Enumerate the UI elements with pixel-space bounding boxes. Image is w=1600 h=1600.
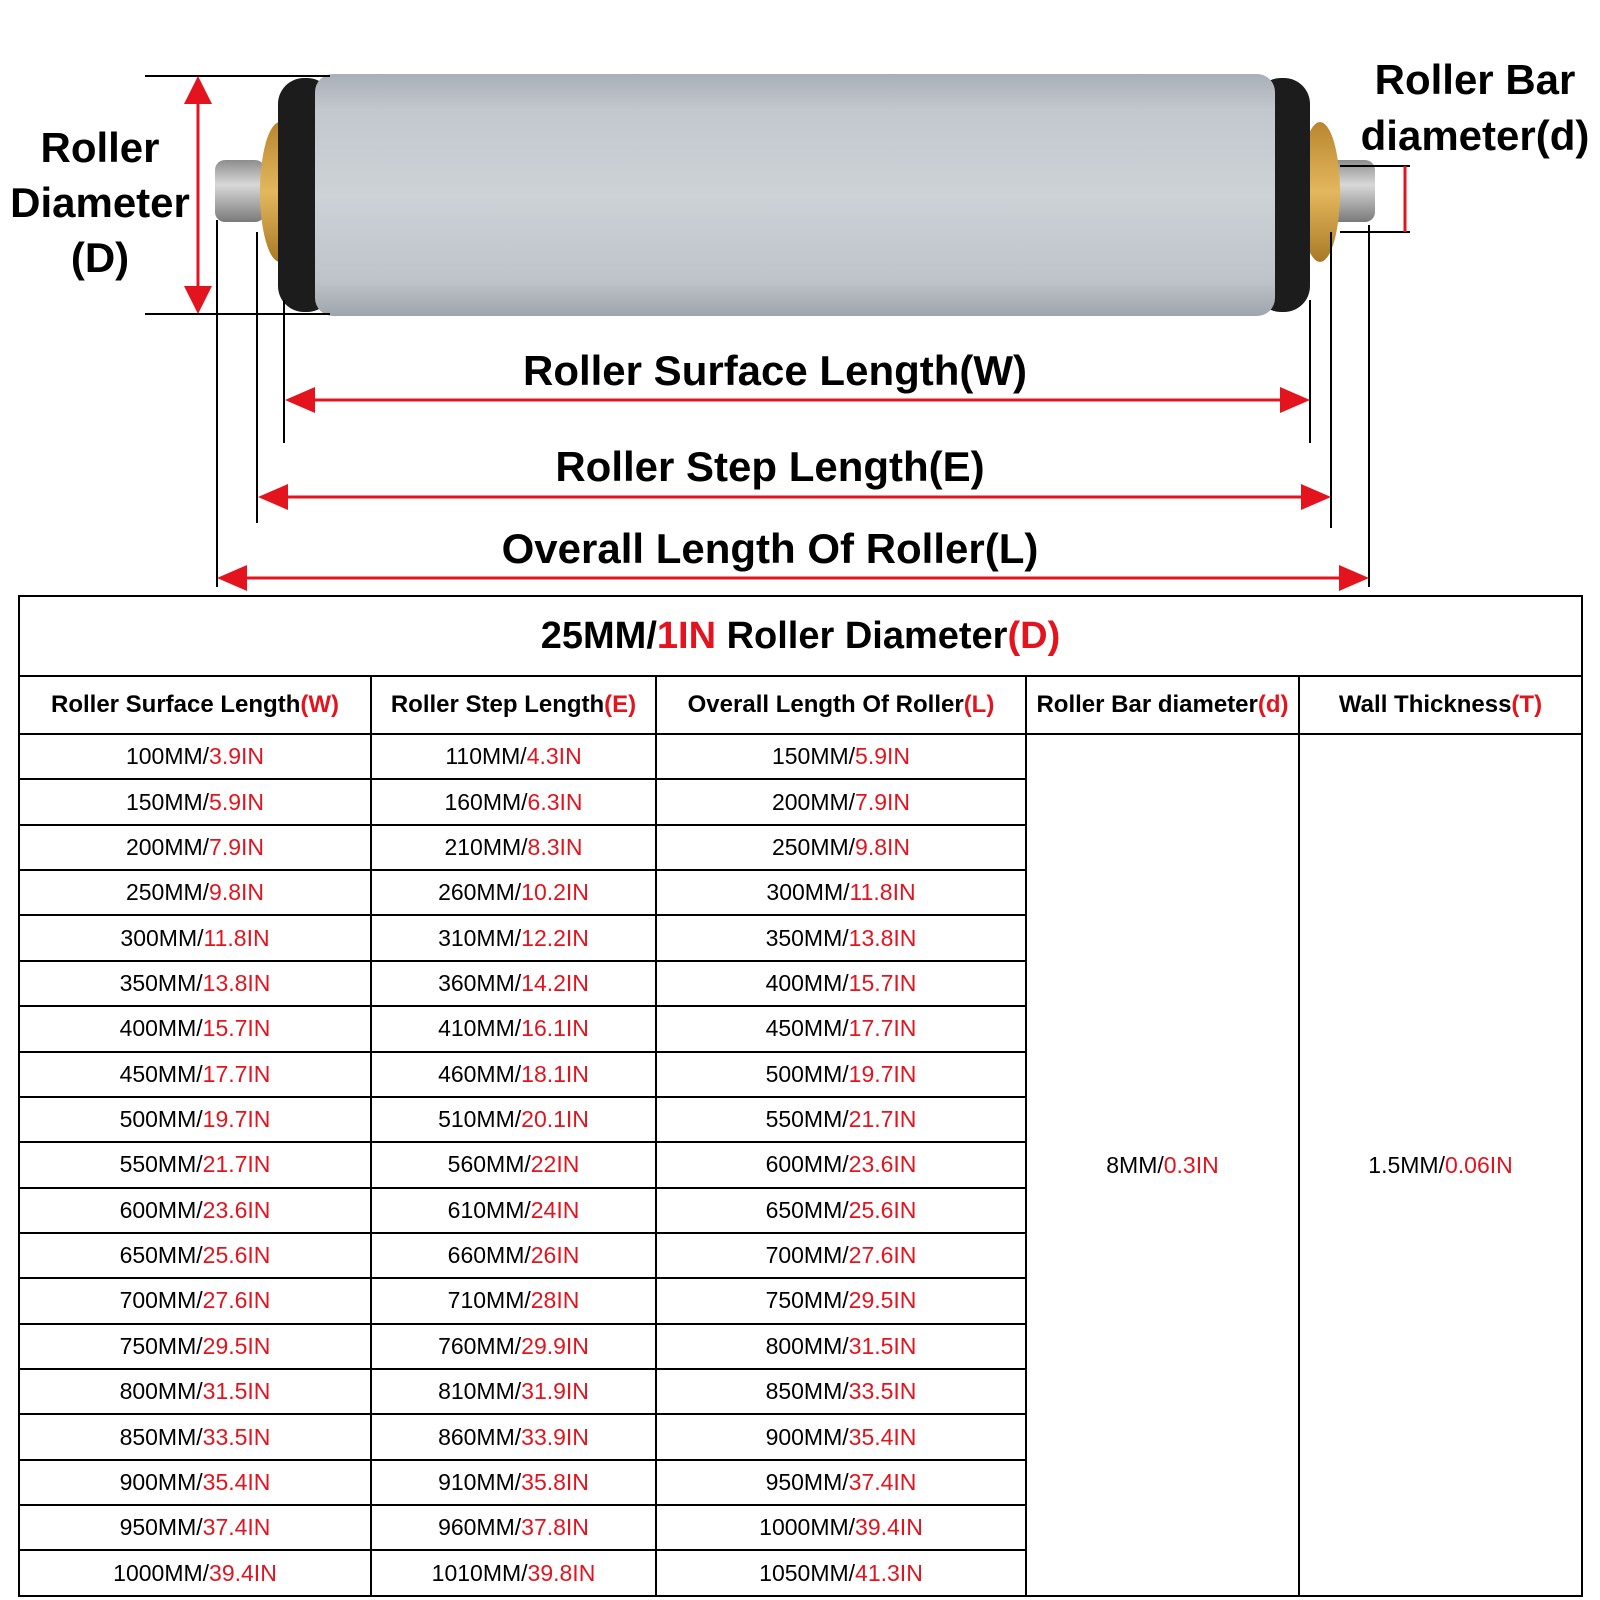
value-inch: 10.2IN [521,879,589,906]
spec-table [18,595,1583,1597]
value-inch: 35.4IN [848,1423,917,1450]
value-inch: 5.9IN [209,788,265,815]
value-mm: 510MM/ [438,1106,522,1133]
value-mm: 350MM/ [765,924,849,951]
value-inch: 12.2IN [521,924,589,951]
value-mm: 1.5MM/ [1368,1151,1445,1178]
cell-step-length [371,1324,656,1369]
value-mm: 150MM/ [125,788,210,815]
value-mm: 210MM/ [444,833,528,860]
title-code: (D) [1007,614,1061,657]
value-inch: 7.9IN [855,788,911,815]
value-mm: 250MM/ [125,879,210,906]
value-inch: 0.3IN [1163,1151,1219,1178]
value-inch: 7.9IN [209,833,265,860]
header-text: Overall Length Of Roller [687,691,964,718]
cell-surface-length [19,1233,371,1278]
value-inch: 24IN [530,1196,580,1223]
header-wall-thickness [1299,676,1582,734]
title-inch: 1IN [656,614,717,657]
surface-length-label: Roller Surface Length(W) [522,347,1028,394]
cell-overall-length [656,1142,1026,1187]
value-inch: 23.6IN [202,1196,271,1223]
cell-step-length [371,1414,656,1459]
title-text: Roller Diameter [716,614,1008,657]
cell-surface-length [19,1550,371,1596]
value-inch: 11.8IN [849,879,916,906]
table-title [19,596,1582,676]
header-step-length [371,676,656,734]
value-mm: 110MM/ [445,743,527,770]
value-inch: 39.4IN [209,1559,277,1586]
value-inch: 35.8IN [521,1468,589,1495]
value-mm: 1000MM/ [759,1514,856,1541]
cell-overall-length [656,1233,1026,1278]
cell-overall-length [656,1414,1026,1459]
cell-step-length [371,915,656,960]
cell-surface-length [19,961,371,1006]
cell-step-length [371,1460,656,1505]
value-inch: 29.9IN [521,1332,589,1359]
roller-diagram [0,0,1600,600]
value-mm: 610MM/ [447,1196,531,1223]
value-mm: 900MM/ [119,1468,203,1495]
value-inch: 19.7IN [848,1060,917,1087]
value-inch: 25.6IN [202,1242,271,1269]
cell-step-length [371,1278,656,1323]
title-mm: 25MM/ [540,614,657,657]
cell-overall-length [656,1369,1026,1414]
value-inch: 14.2IN [521,969,589,996]
cell-surface-length [19,915,371,960]
value-inch: 37.8IN [521,1514,589,1541]
value-inch: 17.7IN [848,1015,917,1042]
value-inch: 29.5IN [202,1332,271,1359]
cell-overall-length [656,734,1026,779]
value-mm: 250MM/ [771,833,856,860]
value-mm: 650MM/ [119,1242,203,1269]
value-mm: 550MM/ [119,1151,203,1178]
cell-step-length [371,1142,656,1187]
value-mm: 750MM/ [119,1332,203,1359]
table-title-row [19,596,1582,676]
value-inch: 21.7IN [848,1106,917,1133]
value-inch: 33.5IN [848,1378,917,1405]
cell-step-length [371,1233,656,1278]
value-mm: 460MM/ [438,1060,522,1087]
roller-body [315,74,1275,316]
value-inch: 13.8IN [848,924,917,951]
cell-surface-length [19,1369,371,1414]
cell-overall-length [656,1006,1026,1051]
roller-diameter-label: Roller Diameter (D) [10,124,190,281]
value-mm: 700MM/ [765,1242,849,1269]
value-inch: 4.3IN [526,743,582,770]
value-inch: 9.8IN [209,879,265,906]
value-mm: 600MM/ [765,1151,849,1178]
cell-step-length [371,870,656,915]
value-mm: 100MM/ [125,743,210,770]
table-row [19,734,1582,779]
cell-overall-length [656,1505,1026,1550]
cell-surface-length [19,1097,371,1142]
value-mm: 660MM/ [447,1242,531,1269]
cell-surface-length [19,1414,371,1459]
value-mm: 650MM/ [765,1196,849,1223]
value-inch: 29.5IN [848,1287,917,1314]
header-bar-diameter [1026,676,1299,734]
value-inch: 33.5IN [202,1423,271,1450]
cell-surface-length [19,1142,371,1187]
value-mm: 860MM/ [438,1423,522,1450]
value-mm: 960MM/ [438,1514,522,1541]
cell-step-length [371,1550,656,1596]
header-surface-length [19,676,371,734]
value-inch: 6.3IN [527,788,583,815]
value-inch: 27.6IN [848,1242,917,1269]
value-inch: 28IN [530,1287,580,1314]
value-inch: 25.6IN [848,1196,917,1223]
cell-surface-length [19,779,371,824]
header-overall-length [656,676,1026,734]
cell-overall-length [656,961,1026,1006]
cell-bar-diameter [1026,734,1299,1596]
value-mm: 360MM/ [438,969,522,996]
value-inch: 20.1IN [521,1106,589,1133]
value-mm: 160MM/ [444,788,528,815]
value-inch: 22IN [530,1151,580,1178]
value-inch: 39.4IN [855,1514,923,1541]
header-code: (d) [1257,691,1289,718]
cell-step-length [371,1369,656,1414]
value-mm: 450MM/ [765,1015,849,1042]
cell-surface-length [19,825,371,870]
value-mm: 1000MM/ [113,1559,210,1586]
value-inch: 5.9IN [855,743,911,770]
value-mm: 260MM/ [438,879,522,906]
value-mm: 350MM/ [119,969,203,996]
cell-surface-length [19,734,371,779]
value-mm: 950MM/ [765,1468,849,1495]
value-inch: 15.7IN [848,969,917,996]
value-mm: 710MM/ [447,1287,531,1314]
left-shaft [215,160,265,222]
header-code: (E) [604,691,637,718]
value-inch: 15.7IN [202,1015,271,1042]
cell-overall-length [656,1324,1026,1369]
value-inch: 19.7IN [202,1106,271,1133]
value-mm: 400MM/ [765,969,849,996]
value-mm: 800MM/ [765,1332,849,1359]
value-inch: 39.8IN [527,1559,596,1586]
value-inch: 13.8IN [202,969,271,996]
value-mm: 450MM/ [119,1060,203,1087]
cell-step-length [371,1505,656,1550]
value-inch: 37.4IN [202,1514,271,1541]
value-inch: 41.3IN [855,1559,923,1586]
cell-surface-length [19,870,371,915]
value-mm: 500MM/ [119,1106,203,1133]
cell-step-length [371,1188,656,1233]
cell-surface-length [19,1505,371,1550]
value-mm: 910MM/ [438,1468,522,1495]
value-mm: 1010MM/ [431,1559,528,1586]
cell-surface-length [19,1052,371,1097]
value-mm: 300MM/ [766,879,850,906]
header-code: (L) [963,691,995,718]
value-mm: 500MM/ [765,1060,849,1087]
cell-overall-length [656,915,1026,960]
value-mm: 310MM/ [438,924,522,951]
cell-overall-length [656,1278,1026,1323]
cell-step-length [371,779,656,824]
value-mm: 150MM/ [771,743,856,770]
cell-overall-length [656,1460,1026,1505]
cell-step-length [371,961,656,1006]
cell-step-length [371,734,656,779]
cell-wall-thickness [1299,734,1582,1596]
cell-surface-length [19,1278,371,1323]
value-mm: 1050MM/ [759,1559,856,1586]
cell-step-length [371,1052,656,1097]
value-inch: 17.7IN [202,1060,271,1087]
cell-overall-length [656,870,1026,915]
value-mm: 200MM/ [125,833,210,860]
cell-overall-length [656,1550,1026,1596]
value-inch: 8.3IN [527,833,583,860]
value-inch: 21.7IN [202,1151,271,1178]
value-inch: 16.1IN [521,1015,589,1042]
cell-step-length [371,1097,656,1142]
value-inch: 33.9IN [521,1423,589,1450]
cell-overall-length [656,825,1026,870]
header-code: (T) [1511,691,1543,718]
value-inch: 9.8IN [855,833,911,860]
bar-diameter-label: Roller Bar diameter(d) [1360,56,1590,159]
header-code: (W) [300,691,339,718]
value-mm: 750MM/ [765,1287,849,1314]
value-mm: 800MM/ [119,1378,203,1405]
value-mm: 760MM/ [438,1332,522,1359]
value-mm: 850MM/ [119,1423,203,1450]
value-inch: 0.06IN [1444,1151,1513,1178]
value-mm: 410MM/ [438,1015,522,1042]
cell-overall-length [656,779,1026,824]
value-inch: 37.4IN [848,1468,917,1495]
value-mm: 600MM/ [119,1196,203,1223]
value-mm: 400MM/ [119,1015,203,1042]
cell-surface-length [19,1324,371,1369]
value-inch: 26IN [530,1242,580,1269]
table-header-row [19,676,1582,734]
cell-step-length [371,1006,656,1051]
cell-surface-length [19,1006,371,1051]
value-inch: 31.5IN [202,1378,271,1405]
cell-surface-length [19,1188,371,1233]
value-mm: 560MM/ [447,1151,531,1178]
value-inch: 27.6IN [202,1287,271,1314]
table-body [19,734,1582,1596]
header-text: Roller Step Length [390,691,605,718]
cell-overall-length [656,1188,1026,1233]
cell-overall-length [656,1097,1026,1142]
value-mm: 810MM/ [438,1378,522,1405]
value-inch: 18.1IN [521,1060,589,1087]
value-inch: 23.6IN [848,1151,917,1178]
value-mm: 8MM/ [1106,1151,1164,1178]
value-mm: 900MM/ [765,1423,849,1450]
header-text: Roller Bar diameter [1036,691,1258,718]
value-mm: 850MM/ [765,1378,849,1405]
value-mm: 300MM/ [120,924,204,951]
step-length-label: Roller Step Length(E) [555,443,985,490]
value-inch: 3.9IN [209,743,265,770]
value-inch: 31.5IN [848,1332,917,1359]
header-text: Roller Surface Length [50,691,301,718]
overall-length-label: Overall Length Of Roller(L) [501,525,1039,572]
value-inch: 11.8IN [203,924,270,951]
header-text: Wall Thickness [1338,691,1512,718]
value-mm: 550MM/ [765,1106,849,1133]
value-inch: 31.9IN [521,1378,589,1405]
cell-overall-length [656,1052,1026,1097]
value-inch: 35.4IN [202,1468,271,1495]
cell-surface-length [19,1460,371,1505]
value-mm: 700MM/ [119,1287,203,1314]
cell-step-length [371,825,656,870]
value-mm: 950MM/ [119,1514,203,1541]
value-mm: 200MM/ [771,788,856,815]
